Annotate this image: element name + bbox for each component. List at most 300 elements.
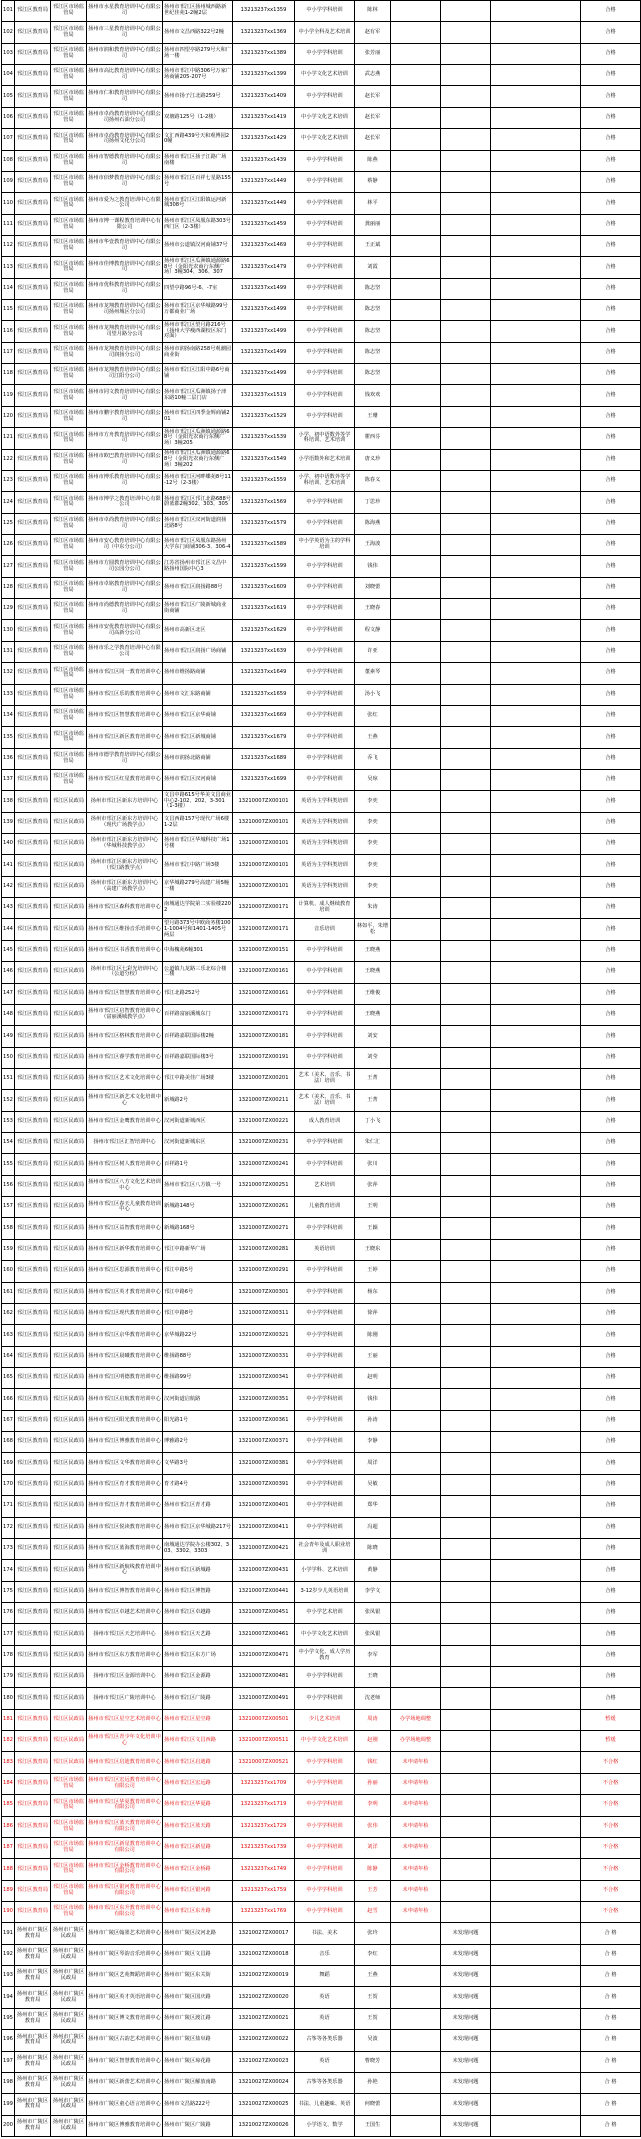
cell-phone: 13210007ZX00161 bbox=[233, 962, 295, 983]
cell-p1 bbox=[391, 791, 441, 812]
cell-person: 郑华 bbox=[355, 1496, 391, 1517]
cell-p2 bbox=[441, 1410, 491, 1431]
cell-name: 扬州市邗江区新华教育培训中心 bbox=[87, 1239, 163, 1260]
cell-p1 bbox=[391, 1410, 441, 1431]
cell-dept: 邗江区市场监管局 bbox=[51, 705, 87, 726]
cell-dept: 邗江区民政局 bbox=[51, 1709, 87, 1730]
cell-no: 197 bbox=[2, 2051, 15, 2072]
cell-scope: 中小学艺术培训 bbox=[295, 1602, 355, 1623]
cell-person: 蔡静 bbox=[355, 171, 391, 192]
cell-dist: 邗江区教育局 bbox=[15, 364, 51, 385]
cell-p2 bbox=[441, 1047, 491, 1068]
cell-phone: 13213237xx1499 bbox=[233, 300, 295, 321]
cell-person: 李奕 bbox=[355, 812, 391, 833]
table-row bbox=[2, 43, 641, 64]
cell-person: 王维俊 bbox=[355, 983, 391, 1004]
cell-blank bbox=[491, 1175, 581, 1196]
cell-p1 bbox=[391, 364, 441, 385]
cell-scope: 中小学学科培训 bbox=[295, 1346, 355, 1367]
cell-p2 bbox=[441, 1645, 491, 1666]
cell-dist: 邗江区教育局 bbox=[15, 812, 51, 833]
cell-person: 何晓蕾 bbox=[355, 2094, 391, 2115]
cell-phone: 13213237xx1369 bbox=[233, 22, 295, 43]
table-row bbox=[2, 2072, 641, 2093]
cell-phone: 13213237xx1429 bbox=[233, 129, 295, 150]
cell-result: 合格 bbox=[581, 470, 641, 491]
cell-dept: 邗江区民政局 bbox=[51, 1645, 87, 1666]
cell-phone: 13210007ZX00371 bbox=[233, 1432, 295, 1453]
cell-scope: 小学、初中语数外等学科培训、艺术培训 bbox=[295, 428, 355, 449]
cell-p1 bbox=[391, 1688, 441, 1709]
cell-person: 吴琼 bbox=[355, 769, 391, 790]
cell-name: 扬州市邗江区晨曦教育培训中心 bbox=[87, 1346, 163, 1367]
cell-dist: 邗江区教育局 bbox=[15, 1154, 51, 1175]
cell-blank bbox=[491, 257, 581, 278]
cell-blank bbox=[491, 791, 581, 812]
table-row bbox=[2, 1474, 641, 1495]
cell-blank bbox=[491, 556, 581, 577]
cell-name: 扬州市邗江区启迪教育培训中心 bbox=[87, 1752, 163, 1773]
cell-dept: 扬州市广陵区民政局 bbox=[51, 1944, 87, 1965]
cell-blank bbox=[491, 1837, 581, 1858]
cell-phone: 13213237xx1519 bbox=[233, 385, 295, 406]
cell-person: 钱伟 bbox=[355, 556, 391, 577]
cell-dist: 邗江区教育局 bbox=[15, 385, 51, 406]
cell-blank bbox=[491, 1688, 581, 1709]
cell-scope: 艺术（美术、音乐、书法）培训 bbox=[295, 1068, 355, 1089]
cell-p2 bbox=[441, 641, 491, 662]
cell-p2 bbox=[441, 1111, 491, 1132]
cell-dept: 邗江区市场监管局 bbox=[51, 684, 87, 705]
cell-p2 bbox=[441, 876, 491, 897]
cell-p2 bbox=[441, 470, 491, 491]
cell-p2 bbox=[441, 1346, 491, 1367]
cell-scope: 中小学文化、成人学历教育 bbox=[295, 1645, 355, 1666]
cell-scope: 儿童教育培训 bbox=[295, 1197, 355, 1218]
cell-blank bbox=[491, 983, 581, 1004]
cell-dept: 邗江区市场监管局 bbox=[51, 342, 87, 363]
cell-phone: 13210007ZX00421 bbox=[233, 1538, 295, 1559]
cell-dist: 邗江区教育局 bbox=[15, 1517, 51, 1538]
cell-p2 bbox=[441, 1474, 491, 1495]
cell-no: 150 bbox=[2, 1047, 15, 1068]
cell-result: 合格 bbox=[581, 1368, 641, 1389]
cell-p2 bbox=[441, 962, 491, 983]
cell-p1 bbox=[391, 257, 441, 278]
cell-dist: 邗江区教育局 bbox=[15, 1837, 51, 1858]
cell-blank bbox=[491, 534, 581, 555]
cell-blank bbox=[491, 1624, 581, 1645]
cell-addr: 文昌西路157号现代广场6楼1-2层 bbox=[163, 812, 233, 833]
cell-addr: 京华城路22号 bbox=[163, 1325, 233, 1346]
cell-blank bbox=[491, 1004, 581, 1025]
cell-name: 扬州市邗江区新航线教育培训中心 bbox=[87, 1560, 163, 1581]
cell-p1 bbox=[391, 2030, 441, 2051]
cell-dept: 邗江区民政局 bbox=[51, 1047, 87, 1068]
cell-person: 王颖 bbox=[355, 1218, 391, 1239]
cell-name: 扬州市邗江区青少年文化培训中心 bbox=[87, 1731, 163, 1752]
cell-result: 不合格 bbox=[581, 1837, 641, 1858]
cell-addr: 汉河街道启航路 bbox=[163, 1389, 233, 1410]
cell-no: 134 bbox=[2, 705, 15, 726]
cell-blank bbox=[491, 214, 581, 235]
cell-result: 合格 bbox=[581, 1133, 641, 1154]
cell-p1 bbox=[391, 1154, 441, 1175]
cell-result: 合格 bbox=[581, 1111, 641, 1132]
table-row bbox=[2, 86, 641, 107]
cell-result: 合格 bbox=[581, 300, 641, 321]
cell-addr: 扬州市广陵区东关街 bbox=[163, 1966, 233, 1987]
cell-person: 钱欢欢 bbox=[355, 385, 391, 406]
cell-blank bbox=[491, 513, 581, 534]
cell-person: 陈志坚 bbox=[355, 300, 391, 321]
table-row bbox=[2, 1303, 641, 1324]
cell-p1 bbox=[391, 1645, 441, 1666]
cell-p2 bbox=[441, 43, 491, 64]
cell-dept: 邗江区民政局 bbox=[51, 1389, 87, 1410]
cell-p1 bbox=[391, 513, 441, 534]
cell-p2 bbox=[441, 321, 491, 342]
cell-person: 刘洋 bbox=[355, 1837, 391, 1858]
cell-blank bbox=[491, 641, 581, 662]
cell-addr: 百祥路嘉联国际楼2幢 bbox=[163, 1026, 233, 1047]
cell-scope: 中小学学科培训 bbox=[295, 1667, 355, 1688]
cell-blank bbox=[491, 43, 581, 64]
cell-scope: 中小学全科及艺术培训 bbox=[295, 22, 355, 43]
cell-person: 孙涛 bbox=[355, 1410, 391, 1431]
cell-scope: 中小学学科培训 bbox=[295, 1453, 355, 1474]
cell-dist: 邗江区教育局 bbox=[15, 1197, 51, 1218]
cell-no: 184 bbox=[2, 1773, 15, 1794]
cell-scope: 中小学学科培训 bbox=[295, 577, 355, 598]
table-row bbox=[2, 1709, 641, 1730]
cell-p1 bbox=[391, 1667, 441, 1688]
cell-no: 125 bbox=[2, 513, 15, 534]
cell-dist: 邗江区教育局 bbox=[15, 1410, 51, 1431]
cell-dept: 邗江区民政局 bbox=[51, 1111, 87, 1132]
table-row bbox=[2, 577, 641, 598]
table-row bbox=[2, 1090, 641, 1111]
cell-addr: 扬州市邗江区扬州城西路新世纪佳苑1-2幢2层 bbox=[163, 1, 233, 22]
cell-p1 bbox=[391, 406, 441, 427]
cell-phone: 13213237xx1639 bbox=[233, 641, 295, 662]
cell-name: 扬州市龙翔教育培训中心有限公司扬州城区分公司 bbox=[87, 300, 163, 321]
cell-dist: 扬州市广陵区教育局 bbox=[15, 2051, 51, 2072]
cell-scope: 中小学学科培训 bbox=[295, 1004, 355, 1025]
cell-result: 合格 bbox=[581, 86, 641, 107]
cell-no: 119 bbox=[2, 385, 15, 406]
cell-person: 李奕 bbox=[355, 876, 391, 897]
cell-addr: 扬州市邗江区博智路 bbox=[163, 1581, 233, 1602]
cell-p2 bbox=[441, 1239, 491, 1260]
cell-p1 bbox=[391, 1239, 441, 1260]
cell-no: 159 bbox=[2, 1239, 15, 1260]
cell-result: 合 格 bbox=[581, 2115, 641, 2136]
cell-p2 bbox=[441, 257, 491, 278]
cell-phone: 13213237xx1669 bbox=[233, 705, 295, 726]
table-row bbox=[2, 257, 641, 278]
cell-result: 暂缓 bbox=[581, 1731, 641, 1752]
cell-name: 扬州市卓铭教育培训中心有限公司 bbox=[87, 577, 163, 598]
cell-person: 王菁 bbox=[355, 1090, 391, 1111]
cell-p1 bbox=[391, 1218, 441, 1239]
table-row bbox=[2, 684, 641, 705]
cell-dept: 邗江区市场监管局 bbox=[51, 1773, 87, 1794]
table-row bbox=[2, 470, 641, 491]
cell-p1 bbox=[391, 22, 441, 43]
cell-phone: 13210007ZX00271 bbox=[233, 1218, 295, 1239]
cell-dist: 邗江区教育局 bbox=[15, 492, 51, 513]
cell-person: 赵明 bbox=[355, 1368, 391, 1389]
cell-p1 bbox=[391, 1538, 441, 1559]
cell-p2 bbox=[441, 1261, 491, 1282]
cell-phone: 13210007ZX00231 bbox=[233, 1133, 295, 1154]
cell-no: 170 bbox=[2, 1474, 15, 1495]
cell-addr: 扬州市邗江区东升路 bbox=[163, 1901, 233, 1922]
cell-scope: 中小学学科培训 bbox=[295, 1880, 355, 1901]
cell-p2 bbox=[441, 1325, 491, 1346]
cell-name: 扬州市博乐教育培训中心有限公司 bbox=[87, 470, 163, 491]
cell-p1 bbox=[391, 342, 441, 363]
cell-blank bbox=[491, 620, 581, 641]
table-row bbox=[2, 1837, 641, 1858]
cell-scope: 艺术（美术、音乐、书法）培训 bbox=[295, 1090, 355, 1111]
cell-blank bbox=[491, 1474, 581, 1495]
cell-result: 合格 bbox=[581, 1346, 641, 1367]
cell-p2 bbox=[441, 22, 491, 43]
cell-scope: 音乐 bbox=[295, 1944, 355, 1965]
cell-dept: 邗江区市场监管局 bbox=[51, 428, 87, 449]
cell-addr: 扬州市邗江区广陵新城商业街商铺 bbox=[163, 599, 233, 620]
cell-p1 bbox=[391, 983, 441, 1004]
cell-p1 bbox=[391, 876, 441, 897]
cell-result: 合格 bbox=[581, 1560, 641, 1581]
cell-dept: 邗江区市场监管局 bbox=[51, 171, 87, 192]
cell-p1 bbox=[391, 1133, 441, 1154]
cell-addr: 扬州市邗江区望月路216号（扬州大学瘦西湖校区东门对面） bbox=[163, 321, 233, 342]
cell-dist: 邗江区教育局 bbox=[15, 278, 51, 299]
cell-addr: 百祥路嘉联国际楼3号 bbox=[163, 1047, 233, 1068]
cell-dist: 邗江区教育局 bbox=[15, 1773, 51, 1794]
cell-dept: 邗江区市场监管局 bbox=[51, 1901, 87, 1922]
cell-person: 王菁 bbox=[355, 1068, 391, 1089]
cell-blank bbox=[491, 2008, 581, 2029]
cell-person: 钱红 bbox=[355, 1752, 391, 1773]
cell-p2 bbox=[441, 1026, 491, 1047]
cell-result: 不合格 bbox=[581, 1859, 641, 1880]
cell-dept: 邗江区市场监管局 bbox=[51, 599, 87, 620]
cell-result: 合格 bbox=[581, 1410, 641, 1431]
cell-addr: 扬州市邗江区凤凰东路303号西门区（2-3楼） bbox=[163, 214, 233, 235]
cell-result: 暂缓 bbox=[581, 1709, 641, 1730]
table-row bbox=[2, 556, 641, 577]
cell-p1 bbox=[391, 1987, 441, 2008]
cell-p2: 未发现问题 bbox=[441, 2094, 491, 2115]
cell-addr: 扬州市邗江区银河路 bbox=[163, 1880, 233, 1901]
cell-name: 扬州市广陵区英才英语培训中心 bbox=[87, 1987, 163, 2008]
cell-p1 bbox=[391, 1923, 441, 1944]
cell-p1 bbox=[391, 1282, 441, 1303]
cell-p2 bbox=[441, 1282, 491, 1303]
cell-name: 扬州市博学之教育培训中心有限公司 bbox=[87, 492, 163, 513]
cell-dist: 邗江区教育局 bbox=[15, 1816, 51, 1837]
cell-blank bbox=[491, 321, 581, 342]
cell-p2 bbox=[441, 705, 491, 726]
cell-dept: 邗江区民政局 bbox=[51, 1026, 87, 1047]
cell-name: 扬州市邗江区天艺培训中心 bbox=[87, 1624, 163, 1645]
cell-person: 王婷 bbox=[355, 1261, 391, 1282]
table-row bbox=[2, 2051, 641, 2072]
cell-p2 bbox=[441, 1560, 491, 1581]
cell-addr: 扬州市邗江区宏远路 bbox=[163, 1773, 233, 1794]
cell-dist: 邗江区教育局 bbox=[15, 1090, 51, 1111]
cell-dist: 邗江区教育局 bbox=[15, 534, 51, 555]
cell-dept: 邗江区市场监管局 bbox=[51, 278, 87, 299]
cell-dist: 邗江区教育局 bbox=[15, 663, 51, 684]
cell-p2 bbox=[441, 1837, 491, 1858]
cell-addr: 扬州市邗江区瓜洲镇扬子津东路10幢二层门店 bbox=[163, 385, 233, 406]
cell-addr: 扬州市高新区北区 bbox=[163, 620, 233, 641]
cell-addr: 扬州市广陵区盐阜路 bbox=[163, 2030, 233, 2051]
cell-blank bbox=[491, 1496, 581, 1517]
cell-phone: 13210007ZX00511 bbox=[233, 1731, 295, 1752]
cell-addr: 望月路373号中欧商务楼1001-1004号和1401-1405号两层 bbox=[163, 919, 233, 940]
cell-p1: 办学场地调整 bbox=[391, 1731, 441, 1752]
cell-name: 扬州市广陵区艺苑舞蹈培训中心 bbox=[87, 1966, 163, 1987]
cell-person: 陈静 bbox=[355, 1859, 391, 1880]
cell-p1 bbox=[391, 214, 441, 235]
cell-phone: 13210027ZX00025 bbox=[233, 2094, 295, 2115]
cell-dist: 邗江区教育局 bbox=[15, 983, 51, 1004]
cell-person: 张萍 bbox=[355, 1175, 391, 1196]
cell-result: 合格 bbox=[581, 150, 641, 171]
cell-phone: 13213237xx1609 bbox=[233, 577, 295, 598]
cell-name: 扬州市邗江区新东方培训中心 bbox=[87, 791, 163, 812]
cell-no: 110 bbox=[2, 193, 15, 214]
cell-dist: 邗江区教育局 bbox=[15, 1282, 51, 1303]
cell-p2 bbox=[441, 577, 491, 598]
cell-dept: 邗江区民政局 bbox=[51, 834, 87, 855]
cell-addr: 扬州市广陵区国庆路 bbox=[163, 1987, 233, 2008]
cell-result: 合格 bbox=[581, 705, 641, 726]
table-row bbox=[2, 599, 641, 620]
cell-p1 bbox=[391, 727, 441, 748]
cell-result: 合格 bbox=[581, 791, 641, 812]
cell-addr: 邗江中路6号 bbox=[163, 1282, 233, 1303]
cell-person: 朱仁汇 bbox=[355, 1133, 391, 1154]
cell-result: 合格 bbox=[581, 727, 641, 748]
cell-phone: 13210007ZX00461 bbox=[233, 1624, 295, 1645]
cell-phone: 13213237xx1659 bbox=[233, 684, 295, 705]
cell-scope: 中小学学科培训 bbox=[295, 300, 355, 321]
cell-p1: 未申请年检 bbox=[391, 1773, 441, 1794]
cell-dist: 邗江区教育局 bbox=[15, 705, 51, 726]
cell-person: 李军 bbox=[355, 1645, 391, 1666]
cell-scope: 小学语文、数学 bbox=[295, 2115, 355, 2136]
cell-p1 bbox=[391, 43, 441, 64]
cell-p2 bbox=[441, 449, 491, 470]
cell-person: 丁思珍 bbox=[355, 492, 391, 513]
cell-p1 bbox=[391, 321, 441, 342]
cell-addr: 文汇西路439号天和观博园20幢 bbox=[163, 129, 233, 150]
cell-addr: 扬州市邗江区青才路 bbox=[163, 1496, 233, 1517]
cell-dist: 邗江区教育局 bbox=[15, 449, 51, 470]
cell-no: 105 bbox=[2, 86, 15, 107]
cell-dist: 邗江区教育局 bbox=[15, 1111, 51, 1132]
table-row bbox=[2, 2008, 641, 2029]
table-row bbox=[2, 1004, 641, 1025]
cell-result: 合格 bbox=[581, 599, 641, 620]
cell-no: 115 bbox=[2, 300, 15, 321]
cell-no: 113 bbox=[2, 257, 15, 278]
cell-dist: 邗江区教育局 bbox=[15, 1560, 51, 1581]
cell-addr: 南城通达学院办公楼302、303、3302、3303 bbox=[163, 1538, 233, 1559]
cell-no: 107 bbox=[2, 129, 15, 150]
cell-person: 王晓燕 bbox=[355, 962, 391, 983]
cell-p1 bbox=[391, 898, 441, 919]
cell-scope: 中小学学科培训 bbox=[295, 321, 355, 342]
cell-p2 bbox=[441, 300, 491, 321]
table-row bbox=[2, 107, 641, 128]
table-row bbox=[2, 1773, 641, 1794]
cell-blank bbox=[491, 300, 581, 321]
cell-p2 bbox=[441, 428, 491, 449]
cell-result: 合格 bbox=[581, 1453, 641, 1474]
cell-no: 122 bbox=[2, 449, 15, 470]
cell-phone: 13210007ZX00301 bbox=[233, 1282, 295, 1303]
cell-name: 扬州市邗江区思源教育培训中心 bbox=[87, 1261, 163, 1282]
cell-p1 bbox=[391, 470, 441, 491]
cell-dist: 邗江区教育局 bbox=[15, 791, 51, 812]
cell-p1 bbox=[391, 1496, 441, 1517]
cell-scope: 中小学学科培训 bbox=[295, 1773, 355, 1794]
cell-phone: 13213237xx1499 bbox=[233, 321, 295, 342]
cell-blank bbox=[491, 171, 581, 192]
cell-dept: 邗江区市场监管局 bbox=[51, 43, 87, 64]
cell-blank bbox=[491, 1090, 581, 1111]
cell-name: 扬州市邗江区艺术文化培训中心 bbox=[87, 1068, 163, 1089]
cell-result: 不合格 bbox=[581, 1795, 641, 1816]
cell-scope: 中小学学科培训 bbox=[295, 1368, 355, 1389]
cell-p2 bbox=[441, 898, 491, 919]
cell-scope: 英语为主学科类培训 bbox=[295, 812, 355, 833]
cell-p1 bbox=[391, 748, 441, 769]
cell-phone: 13213237xx1499 bbox=[233, 278, 295, 299]
table-row bbox=[2, 534, 641, 555]
cell-phone: 13213237xx1539 bbox=[233, 428, 295, 449]
table-row bbox=[2, 940, 641, 961]
cell-name: 扬州市佰梦教育培训中心有限公司 bbox=[87, 171, 163, 192]
cell-no: 116 bbox=[2, 321, 15, 342]
cell-result: 合格 bbox=[581, 1197, 641, 1218]
cell-blank bbox=[491, 107, 581, 128]
cell-name: 扬州市邗江区格林教育培训中心 bbox=[87, 1026, 163, 1047]
cell-dept: 邗江区市场监管局 bbox=[51, 748, 87, 769]
cell-phone: 13210007ZX00411 bbox=[233, 1517, 295, 1538]
cell-blank bbox=[491, 663, 581, 684]
cell-blank bbox=[491, 1, 581, 22]
table-row bbox=[2, 641, 641, 662]
cell-p2 bbox=[441, 492, 491, 513]
cell-dept: 邗江区民政局 bbox=[51, 1453, 87, 1474]
cell-name: 扬州市优科教育培训中心有限公司 bbox=[87, 278, 163, 299]
table-row bbox=[2, 1880, 641, 1901]
cell-result: 合格 bbox=[581, 428, 641, 449]
cell-blank bbox=[491, 919, 581, 940]
cell-scope: 中小学学科培训 bbox=[295, 1410, 355, 1431]
cell-no: 177 bbox=[2, 1624, 15, 1645]
cell-name: 扬州市邗江区新东方培训中心（邗江路教学点） bbox=[87, 855, 163, 876]
